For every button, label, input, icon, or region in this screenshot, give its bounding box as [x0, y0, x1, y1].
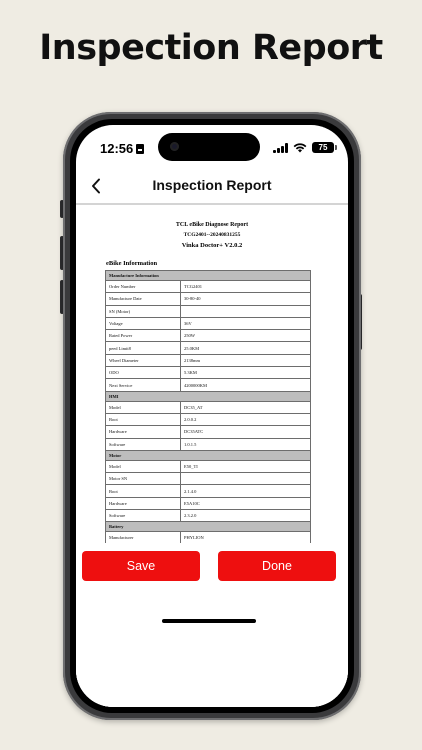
status-time-text: 12:56	[100, 141, 134, 156]
table-row	[106, 401, 311, 413]
table-row	[106, 473, 311, 485]
report-app-version: Vinka Doctor+ V2.0.2	[181, 242, 243, 249]
battery-level: 75	[318, 143, 328, 152]
cellular-signal-icon	[273, 143, 288, 153]
table-section-label: Motor	[106, 450, 311, 460]
table-row	[106, 367, 311, 379]
status-indicators	[273, 142, 334, 153]
table-cell-value: 2.3.2.0	[181, 510, 311, 522]
table-row	[106, 497, 311, 509]
table-cell-key: peed Limit8	[106, 342, 181, 354]
table-cell-value: 30-80-40	[181, 293, 311, 305]
table-cell-key: Manufacturer	[106, 532, 181, 544]
table-cell-value: E5A10C	[181, 497, 311, 509]
table-cell-key: Model	[106, 401, 181, 413]
table-section-row	[106, 391, 311, 401]
table-cell-value: 2138mm	[181, 354, 311, 366]
table-cell-key: Boot	[106, 485, 181, 497]
table-cell-value: 2.1.4.0	[181, 485, 311, 497]
table-row	[106, 305, 311, 317]
table-row	[106, 317, 311, 329]
table-section-row	[106, 522, 311, 532]
phone-bezel	[70, 119, 354, 713]
table-cell-key: Boot	[106, 413, 181, 425]
report-serial: TCG2401--20240831255	[183, 232, 241, 238]
table-cell-key: Software	[106, 510, 181, 522]
table-row	[106, 293, 311, 305]
table-cell-value: 250W	[181, 330, 311, 342]
table-section-label: Manufacture Information	[106, 271, 311, 281]
table-row	[106, 342, 311, 354]
table-cell-key: SN (Motor)	[106, 305, 181, 317]
table-cell-key: Manufacture Date	[106, 293, 181, 305]
table-cell-value: 1.0.1.5	[181, 438, 311, 450]
table-row	[106, 413, 311, 425]
table-cell-key: Wheel Diameter	[106, 354, 181, 366]
table-cell-key: Hardware	[106, 426, 181, 438]
table-section-row	[106, 271, 311, 281]
table-cell-value: 5.3KM	[181, 367, 311, 379]
battery-icon	[312, 142, 334, 153]
table-cell-key: Order Number	[106, 281, 181, 293]
action-bar	[76, 543, 348, 707]
table-cell-value: 2.0.0.2	[181, 413, 311, 425]
table-row	[106, 510, 311, 522]
table-cell-value: 4200000KM	[181, 379, 311, 391]
table-cell-key: Rated Power	[106, 330, 181, 342]
table-row	[106, 330, 311, 342]
dynamic-island	[158, 133, 260, 161]
table-cell-value: E50_TI	[181, 460, 311, 472]
table-cell-key: ODO	[106, 367, 181, 379]
done-button[interactable]: Done	[218, 551, 336, 581]
table-cell-value: 25.0KM	[181, 342, 311, 354]
table-section-label: HMI	[106, 391, 311, 401]
table-cell-value: PHYLION	[181, 532, 311, 544]
table-cell-value: DC35ATC	[181, 426, 311, 438]
table-cell-value: DC35_AT	[181, 401, 311, 413]
table-cell-value: 36V	[181, 317, 311, 329]
promo-headline: Inspection Report	[39, 28, 383, 68]
status-time	[100, 141, 144, 156]
table-row	[106, 426, 311, 438]
table-section-row	[106, 450, 311, 460]
table-cell-value: TCG2401	[181, 281, 311, 293]
table-cell-key: Hardware	[106, 497, 181, 509]
table-cell-key: Voltage	[106, 317, 181, 329]
report-title: TCL eBike Diagnose Report	[175, 222, 249, 228]
table-cell-key: Model	[106, 460, 181, 472]
table-cell-key: Motor SN	[106, 473, 181, 485]
table-row	[106, 281, 311, 293]
report-section-heading: eBike Information	[106, 260, 158, 267]
table-row	[106, 460, 311, 472]
page-title: Inspection Report	[152, 177, 272, 193]
home-indicator	[162, 619, 256, 623]
table-row	[106, 485, 311, 497]
report-table-page-1	[105, 270, 311, 545]
table-row	[106, 379, 311, 391]
table-cell-value	[181, 473, 311, 485]
table-section-label: Battery	[106, 522, 311, 532]
phone-frame	[63, 112, 361, 720]
id-card-icon	[136, 144, 144, 154]
table-cell-key: Software	[106, 438, 181, 450]
table-row	[106, 438, 311, 450]
navigation-bar	[76, 169, 348, 203]
table-cell-value	[181, 305, 311, 317]
pdf-page-1	[76, 205, 348, 583]
save-button[interactable]: Save	[82, 551, 200, 581]
wifi-icon	[293, 143, 307, 153]
table-row	[106, 354, 311, 366]
table-cell-key: Next Service	[106, 379, 181, 391]
phone-screen	[76, 125, 348, 707]
